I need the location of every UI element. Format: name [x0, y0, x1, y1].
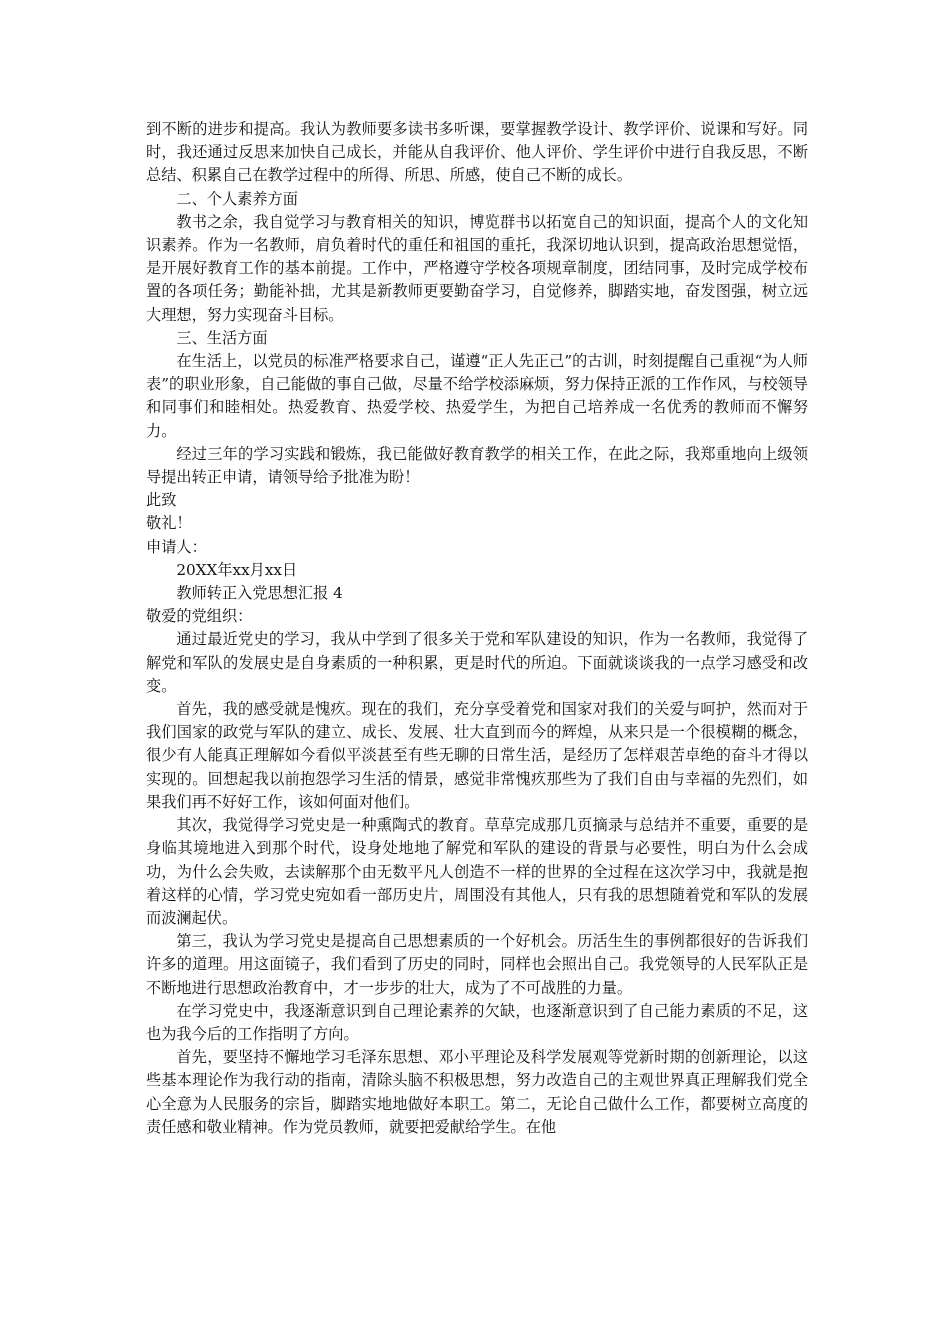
- paragraph-first: 首先，我的感受就是愧疚。现在的我们，充分享受着党和国家对我们的关爱与呵护，然而对于我们国家的政党与军队的建立、成长、发展、壮大直到而今的辉煌，从来只是一个很模糊的概念，很少有人能真正理解如今看似平淡甚至有些无聊的日常生活，是经历了怎样艰苦卓绝的奋斗才得以实现的。回想起我以前抱怨学习生活的情景，感觉非常愧疚那些为了我们自由与幸福的先烈们，如果我们再不好好工作，该如何面对他们。: [146, 700, 808, 811]
- greeting: 敬爱的党组织：: [146, 607, 253, 626]
- closing-regards: 敬礼！: [146, 514, 192, 533]
- paragraph-continuation: 到不断的进步和提高。我认为教师要多读书多听课，要掌握教学设计、教学评价、说课和写好。同时，我还通过反思来加快自己成长，并能从自我评价、他人评价、学生评价中进行自我反思，不断总结、积累自己在教学过程中的所得、所思、所感，使自己不断的成长。: [146, 120, 808, 185]
- paragraph-plan: 首先，要坚持不懈地学习毛泽东思想、邓小平理论及科学发展观等党新时期的创新理论，以这些基本理论作为我行动的指南，清除头脑不积极思想，努力改造自己的主观世界真正理解我们党全心全意为人民服务的宗旨，脚踏实地地做好本职工。第二，无论自己做什么工作，都要树立高度的责任感和敬业精神。作为党员教师，就要把爱献给学生。在他: [146, 1048, 808, 1136]
- paragraph-third: 第三，我认为学习党史是提高自己思想素质的一个好机会。历活生生的事例都很好的告诉我们许多的道理。用这面镜子，我们看到了历史的同时，同样也会照出自己。我党领导的人民军队正是不断地进行思想政治教育中，才一步步的壮大，成为了不可战胜的力量。: [146, 932, 808, 997]
- paragraph-intro: 通过最近党史的学习，我从中学到了很多关于党和军队建设的知识，作为一名教师，我觉得了解党和军队的发展史是自身素质的一种积累，更是时代的所迫。下面就谈谈我的一点学习感受和改变。: [146, 630, 808, 695]
- paragraph-second: 其次，我觉得学习党史是一种熏陶式的教育。草草完成那几页摘录与总结并不重要，重要的是身临其境地进入到那个时代，设身处地地了解党和军队的建设的背景与必要性，明白为什么会成功，为什么会失败，去读解那个由无数平凡人创造不一样的世界的全过程在这次学习中，我就是抱着这样的心情，学习党史宛如看一部历史片，周围没有其他人，只有我的思想随着党和军队的发展而波澜起伏。: [146, 816, 808, 927]
- heading-life: 三、生活方面: [176, 328, 268, 347]
- section-title: 教师转正入党思想汇报 4: [176, 584, 343, 603]
- document-page: [146, 118, 808, 1139]
- paragraph-application: 经过三年的学习实践和锻炼，我已能做好教育教学的相关工作，在此之际，我郑重地向上级领导提出转正申请，请领导给予批准为盼！: [146, 444, 808, 487]
- heading-personal-quality: 二、个人素养方面: [176, 189, 298, 208]
- paragraph-reflection: 在学习党史中，我逐渐意识到自己理论素养的欠缺，也逐渐意识到了自己能力素质的不足，这也为我今后的工作指明了方向。: [146, 1001, 808, 1043]
- paragraph-personal-quality: 教书之余，我自觉学习与教育相关的知识，博览群书以拓宽自己的知识面，提高个人的文化知识素养。作为一名教师，肩负着时代的重任和祖国的重托，我深切地认识到，提高政治思想觉悟，是开展好教育工作的基本前提。工作中，严格遵守学校各项规章制度，团结同事，及时完成学校布置的各项任务；勤能补拙，尤其是新教师更要勤奋学习，自觉修养，脚踏实地，奋发图强，树立远大理想，努力实现奋斗目标。: [146, 212, 808, 324]
- paragraph-life: 在生活上，以党员的标准严格要求自己，谨遵“正人先正己”的古训，时刻提醒自己重视“为人师表”的职业形象，自己能做的事自己做，尽量不给学校添麻烦，努力保持正派的工作作风，与校领导和同事们和睦相处。热爱教育、热爱学校、热爱学生，为把自己培养成一名优秀的教师而不懈努力。: [146, 352, 808, 440]
- applicant-label: 申请人：: [146, 537, 207, 556]
- closing-salutation: 此致: [146, 491, 177, 510]
- date-line: 20XX年xx月xx日: [176, 560, 298, 579]
